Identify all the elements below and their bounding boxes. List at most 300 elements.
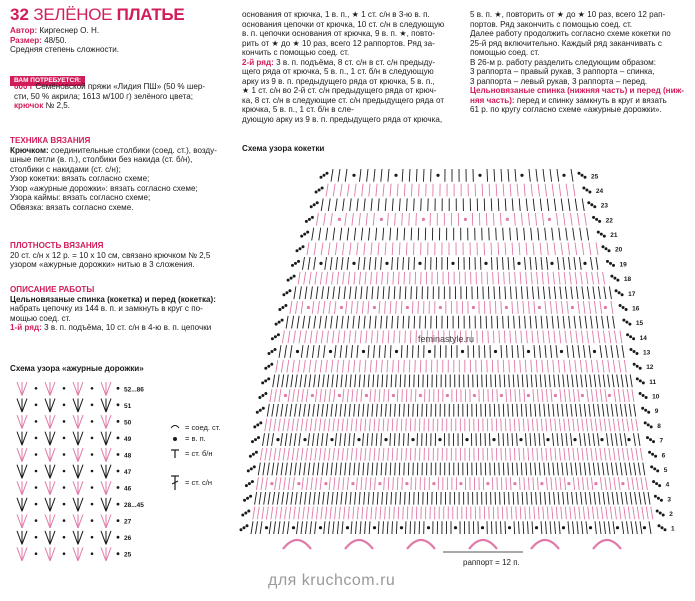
- dc-stitch: [354, 404, 355, 417]
- dc-stitch: [351, 301, 352, 314]
- dc-stitch: [326, 404, 327, 417]
- chain-stitch: [461, 350, 464, 353]
- dc-stitch: [371, 198, 372, 211]
- chain-stitch: [636, 377, 639, 380]
- dc-stitch: [344, 433, 345, 446]
- materials-badge: ВАМ ПОТРЕБУЕТСЯ:: [10, 69, 85, 87]
- legend-chain: = в. п.: [185, 434, 206, 443]
- dc-stitch: [265, 448, 267, 461]
- dc-stitch: [397, 257, 398, 270]
- dc-stitch: [347, 228, 349, 241]
- dc-stitch: [283, 419, 285, 432]
- dc-stitch: [409, 492, 410, 505]
- dc-stitch: [633, 507, 635, 520]
- dc-stitch: [101, 432, 106, 446]
- dc-stitch: [73, 432, 78, 446]
- dc-stitch: [269, 419, 271, 432]
- dc-stitch: [584, 433, 585, 446]
- dc-stitch: [527, 286, 528, 299]
- dc-stitch: [325, 316, 327, 329]
- materials-line-2: сти, 50 % акрила; 1613 м/100 г) зелёного цвета;: [14, 91, 193, 101]
- chain-stitch: [428, 350, 431, 353]
- dc-stitch: [509, 375, 510, 388]
- chain-stitch: [656, 510, 659, 513]
- dc-stitch: [539, 404, 540, 417]
- yoke-row-label: 24: [595, 188, 604, 195]
- dc-stitch: [536, 257, 537, 270]
- dc-stitch: [308, 316, 310, 329]
- dc-stitch: [499, 463, 500, 476]
- dc-stitch: [543, 507, 544, 520]
- dc-stitch: [368, 301, 369, 314]
- dc-stitch: [396, 521, 397, 534]
- dc-stitch: [510, 419, 511, 432]
- dc-stitch: [523, 419, 524, 432]
- dc-stitch: [623, 389, 625, 402]
- dc-stitch: [499, 286, 500, 299]
- dc-stitch: [543, 331, 544, 344]
- dc-stitch: [367, 404, 368, 417]
- dc-stitch: [300, 286, 302, 299]
- dc-stitch: [292, 316, 294, 329]
- dc-stitch: [320, 272, 322, 285]
- dc-stitch: [526, 198, 527, 211]
- dc-stitch: [543, 169, 545, 182]
- dc-stitch: [634, 433, 636, 446]
- dc-stitch: [318, 375, 320, 388]
- dc-stitch: [390, 184, 391, 197]
- dc-stitch: [341, 492, 342, 505]
- dc-stitch: [17, 382, 22, 396]
- chain-stitch: [650, 465, 653, 468]
- dc-stitch: [286, 463, 288, 476]
- chain-stitch: [438, 438, 441, 441]
- dc-stitch: [350, 198, 352, 211]
- dc-stitch: [365, 272, 366, 285]
- dc-stitch: [370, 477, 371, 490]
- dc-stitch: [512, 198, 513, 211]
- dc-stitch: [406, 448, 407, 461]
- dc-stitch: [581, 492, 582, 505]
- dc-stitch: [592, 272, 594, 285]
- chain-stitch: [240, 528, 243, 531]
- dc-stitch: [354, 360, 355, 373]
- dc-stitch: [387, 213, 388, 226]
- dc-stitch: [73, 547, 78, 561]
- dc-stitch: [397, 184, 398, 197]
- dc-stitch: [532, 286, 533, 299]
- dc-stitch: [535, 433, 536, 446]
- chain-stitch: [411, 438, 414, 441]
- dc-stitch: [607, 316, 609, 329]
- dc-stitch: [106, 415, 111, 429]
- dc-stitch: [360, 331, 361, 344]
- dc-stitch: [604, 419, 606, 432]
- chain-stitch: [35, 503, 38, 506]
- chain-stitch: [274, 348, 277, 351]
- chain-stitch: [472, 306, 475, 309]
- dc-stitch: [317, 463, 318, 476]
- dc-stitch: [559, 272, 560, 285]
- chain-stitch: [310, 205, 313, 208]
- dc-stitch: [576, 331, 578, 344]
- dc-stitch: [617, 345, 619, 358]
- dc-stitch: [514, 419, 515, 432]
- dc-stitch: [78, 531, 83, 545]
- dc-stitch: [263, 463, 265, 476]
- dc-stitch: [306, 477, 308, 490]
- dc-stitch: [328, 242, 330, 255]
- dc-stitch: [372, 286, 373, 299]
- dc-stitch: [400, 286, 401, 299]
- dc-stitch: [351, 419, 352, 432]
- dc-stitch: [551, 345, 552, 358]
- dc-stitch: [297, 448, 299, 461]
- dc-stitch: [580, 360, 581, 373]
- description-subheading: Цельновязаные спинка (кокетка) и перед (кокетка):: [10, 294, 216, 304]
- dc-stitch: [585, 316, 587, 329]
- dc-stitch: [383, 286, 384, 299]
- dc-stitch: [570, 331, 571, 344]
- chain-stitch: [656, 469, 659, 472]
- dc-stitch: [593, 463, 595, 476]
- dc-stitch: [347, 257, 348, 270]
- dc-stitch: [398, 507, 399, 520]
- dc-stitch: [345, 404, 346, 417]
- dc-stitch: [315, 448, 317, 461]
- dc-stitch: [532, 419, 533, 432]
- dc-stitch: [500, 375, 501, 388]
- dc-stitch: [382, 360, 383, 373]
- dc-stitch: [498, 242, 499, 255]
- dc-stitch: [343, 242, 345, 255]
- dc-stitch: [299, 331, 301, 344]
- dc-stitch: [382, 375, 383, 388]
- dc-stitch: [548, 272, 549, 285]
- dc-stitch: [397, 389, 398, 402]
- dc-stitch: [542, 213, 543, 226]
- column-3: [470, 10, 692, 115]
- chain-stitch: [650, 425, 653, 428]
- dc-stitch: [363, 404, 364, 417]
- chain-stitch: [257, 436, 260, 439]
- dc-stitch: [556, 213, 558, 226]
- dc-stitch: [312, 507, 313, 520]
- col2-line-5: кончить с помощью соед. ст.: [242, 48, 350, 58]
- dc-stitch: [600, 301, 602, 314]
- dc-stitch: [530, 257, 531, 270]
- dc-stitch: [510, 477, 511, 490]
- dc-stitch: [533, 198, 534, 211]
- chain-stitch: [520, 174, 523, 177]
- dc-stitch: [45, 498, 50, 512]
- dc-stitch: [565, 286, 567, 299]
- dc-stitch: [324, 345, 326, 358]
- dc-stitch: [594, 492, 595, 505]
- dc-stitch: [329, 419, 330, 432]
- density-line-1: 20 ст. с/н х 12 р. = 10 х 10 см, связано крючком № 2,5: [10, 250, 211, 260]
- dc-stitch: [580, 257, 582, 270]
- dc-stitch: [308, 463, 310, 476]
- dc-stitch: [610, 507, 612, 520]
- dc-stitch: [22, 432, 27, 446]
- dc-stitch: [533, 389, 534, 402]
- dc-stitch: [295, 463, 297, 476]
- dc-stitch: [637, 507, 639, 520]
- dc-stitch: [373, 492, 374, 505]
- chain-stitch: [291, 264, 294, 267]
- chain-stitch: [633, 363, 636, 366]
- dc-stitch: [560, 477, 561, 490]
- dc-stitch: [504, 272, 505, 285]
- chain-stitch: [613, 277, 616, 280]
- chain-stitch: [351, 482, 354, 485]
- chain-stitch: [91, 437, 94, 440]
- dc-stitch: [534, 345, 535, 358]
- col2-line-10: ка, 8 ст. с/н в следующие ст. с/н предыдущего ряда от: [242, 95, 445, 105]
- chain-stitch: [311, 394, 314, 397]
- dc-stitch: [348, 360, 349, 373]
- chain-stitch: [419, 394, 422, 397]
- dc-stitch: [311, 286, 313, 299]
- dc-stitch: [524, 389, 525, 402]
- dc-stitch: [400, 375, 401, 388]
- dc-stitch: [350, 375, 351, 388]
- dc-stitch: [266, 507, 268, 520]
- dc-stitch: [381, 463, 382, 476]
- dc-stitch: [592, 507, 593, 520]
- yoke-row-label: 3: [667, 496, 672, 504]
- dc-stitch: [569, 389, 570, 402]
- dc-stitch: [387, 375, 388, 388]
- dc-stitch: [349, 433, 350, 446]
- dc-stitch: [562, 404, 563, 417]
- dc-stitch: [336, 492, 337, 505]
- dc-stitch: [106, 432, 111, 446]
- dc-stitch: [579, 507, 580, 520]
- dc-stitch: [561, 301, 562, 314]
- dc-stitch: [611, 301, 613, 314]
- dc-stitch: [582, 242, 584, 255]
- chain-stitch: [91, 536, 94, 539]
- dc-stitch: [607, 404, 609, 417]
- dc-stitch: [50, 399, 55, 413]
- dc-stitch: [314, 375, 316, 388]
- chain-stitch: [307, 306, 310, 309]
- dc-stitch: [515, 389, 516, 402]
- dc-stitch: [22, 547, 27, 561]
- dc-stitch: [369, 419, 370, 432]
- dc-stitch: [487, 169, 488, 182]
- dc-stitch: [591, 419, 593, 432]
- chain-stitch: [513, 482, 516, 485]
- dc-stitch: [493, 213, 494, 226]
- chain-stitch: [35, 470, 38, 473]
- dc-stitch: [573, 389, 574, 402]
- dc-stitch: [533, 477, 534, 490]
- dc-stitch: [357, 301, 358, 314]
- dc-stitch: [631, 521, 633, 534]
- chain-stitch: [644, 421, 647, 424]
- dc-stitch: [311, 477, 312, 490]
- dc-stitch: [540, 345, 541, 358]
- dc-stitch: [303, 507, 305, 520]
- dc-stitch: [300, 375, 302, 388]
- dc-stitch: [627, 448, 629, 461]
- dc-stitch: [45, 448, 50, 462]
- dc-stitch: [302, 477, 304, 490]
- dc-stitch: [22, 415, 27, 429]
- dc-stitch: [361, 286, 362, 299]
- chain-stitch: [436, 174, 439, 177]
- dc-stitch: [503, 228, 504, 241]
- dc-stitch: [545, 228, 546, 241]
- dc-stitch: [413, 345, 414, 358]
- path-row-label: 25: [124, 551, 132, 559]
- chain-stitch: [652, 440, 655, 443]
- chain-stitch: [271, 350, 274, 353]
- dc-stitch: [256, 477, 258, 490]
- chain-stitch: [91, 503, 94, 506]
- dc-stitch: [542, 360, 543, 373]
- chain-stitch: [63, 536, 66, 539]
- dc-stitch: [22, 481, 27, 495]
- dc-stitch: [270, 389, 272, 402]
- col2-line-7: щего ряда от крючка, 5 в. п., 1 ст. б/н в следующую: [242, 67, 434, 77]
- dc-stitch: [50, 465, 55, 479]
- chain-stitch: [593, 205, 596, 208]
- dc-stitch: [501, 419, 502, 432]
- dc-stitch: [299, 404, 301, 417]
- dc-stitch: [484, 242, 485, 255]
- chain-stitch: [639, 392, 642, 395]
- dc-stitch: [353, 316, 354, 329]
- dc-stitch: [290, 404, 292, 417]
- chain-stitch: [654, 455, 657, 458]
- dc-stitch: [276, 507, 278, 520]
- dc-stitch: [344, 331, 345, 344]
- dc-stitch: [391, 492, 392, 505]
- dc-stitch: [388, 448, 389, 461]
- dc-stitch: [526, 242, 527, 255]
- technique-heading: ТЕХНИКА ВЯЗАНИЯ: [10, 136, 91, 145]
- dc-stitch: [536, 360, 537, 373]
- dc-stitch: [499, 404, 500, 417]
- dc-stitch: [613, 316, 615, 329]
- dc-stitch: [335, 198, 337, 211]
- dc-stitch: [364, 257, 365, 270]
- dc-stitch: [580, 316, 582, 329]
- chain-stitch: [602, 245, 605, 248]
- dc-stitch: [603, 492, 605, 505]
- dc-stitch: [405, 375, 406, 388]
- dc-stitch: [621, 492, 623, 505]
- dc-stitch: [314, 257, 316, 270]
- dc-stitch: [375, 389, 376, 402]
- dc-stitch: [78, 547, 83, 561]
- dc-stitch: [581, 375, 583, 388]
- dc-stitch: [315, 272, 317, 285]
- dc-stitch: [351, 521, 352, 534]
- dc-stitch: [251, 521, 253, 534]
- dc-stitch: [358, 257, 359, 270]
- dc-stitch: [407, 198, 408, 211]
- chain-stitch: [519, 438, 522, 441]
- dc-stitch: [355, 286, 356, 299]
- dc-stitch: [574, 316, 575, 329]
- dc-stitch: [523, 301, 524, 314]
- chain-stitch: [365, 394, 368, 397]
- dc-stitch: [588, 507, 589, 520]
- chain-stitch: [394, 174, 397, 177]
- dc-stitch: [590, 375, 592, 388]
- dc-stitch: [592, 331, 594, 344]
- row1-line: 1-й ряд: 3 в. п. подъёма, 10 ст. с/н в 4-ю в. п. цепочки: [10, 323, 212, 333]
- dc-stitch: [518, 492, 519, 505]
- dc-stitch: [383, 521, 384, 534]
- dc-stitch: [556, 301, 557, 314]
- dc-stitch: [386, 492, 387, 505]
- dc-stitch: [267, 404, 269, 417]
- dc-stitch: [73, 448, 78, 462]
- chain-stitch: [35, 536, 38, 539]
- dc-stitch: [611, 433, 613, 446]
- dc-stitch: [263, 433, 265, 446]
- dc-stitch: [639, 492, 641, 505]
- dc-stitch: [301, 521, 303, 534]
- dc-stitch: [608, 360, 610, 373]
- dc-stitch: [360, 169, 362, 182]
- dc-stitch: [296, 492, 298, 505]
- dc-stitch: [329, 477, 330, 490]
- dc-stitch: [392, 198, 393, 211]
- dc-stitch: [582, 419, 583, 432]
- dc-stitch: [367, 169, 368, 182]
- dc-stitch: [551, 477, 552, 490]
- dc-stitch: [567, 375, 568, 388]
- chain-stitch: [117, 453, 120, 456]
- dc-stitch: [390, 433, 391, 446]
- chain-stitch: [548, 218, 551, 221]
- dc-stitch: [397, 228, 398, 241]
- dc-stitch: [522, 375, 523, 388]
- dc-stitch: [544, 404, 545, 417]
- dc-stitch: [586, 419, 587, 432]
- dc-stitch: [269, 521, 271, 534]
- dc-stitch: [319, 419, 320, 432]
- dc-stitch: [274, 521, 276, 534]
- dc-stitch: [272, 404, 274, 417]
- dc-stitch: [376, 228, 377, 241]
- dc-stitch: [514, 360, 515, 373]
- dc-stitch: [106, 465, 111, 479]
- chain-stitch: [313, 203, 316, 206]
- chain-stitch: [63, 486, 66, 489]
- dc-stitch: [392, 242, 393, 255]
- dc-stitch: [390, 463, 391, 476]
- dc-stitch: [528, 213, 529, 226]
- chain-stitch: [297, 260, 300, 263]
- dc-stitch: [73, 531, 78, 545]
- dc-stitch: [408, 433, 409, 446]
- yoke-row-label: 7: [659, 437, 664, 445]
- dc-stitch: [411, 286, 412, 299]
- dc-stitch: [338, 419, 339, 432]
- chain-stitch: [400, 526, 403, 529]
- dc-stitch: [365, 448, 366, 461]
- dc-stitch: [545, 492, 546, 505]
- dc-stitch: [333, 521, 334, 534]
